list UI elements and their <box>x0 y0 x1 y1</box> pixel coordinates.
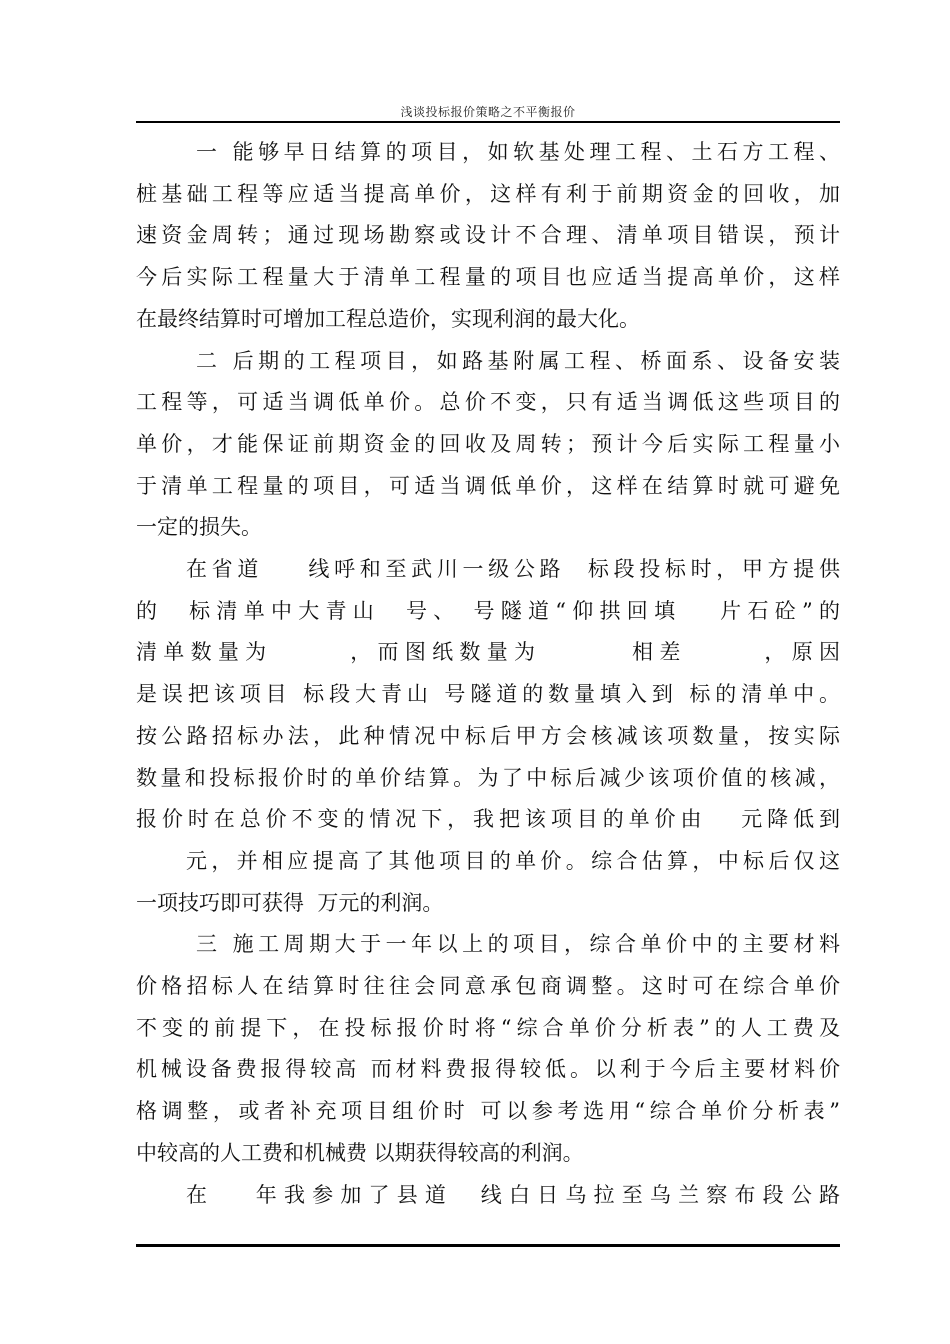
body-line: 机械设备费报得较高 而材料费报得较低。以利于今后主要材料价 <box>136 1057 840 1082</box>
body-line: 中较高的人工费和机械费 以期获得较高的利润。 <box>136 1140 584 1165</box>
body-line: 速资金周转；通过现场勘察或设计不合理、清单项目错误，预计 <box>136 223 840 248</box>
body-line: 元，并相应提高了其他项目的单价。综合估算，中标后仅这 <box>186 848 840 873</box>
body-line: 数量和投标报价时的单价结算。为了中标后减少该项价值的核减， <box>136 765 840 790</box>
body-line: 价格招标人在结算时往往会同意承包商调整。这时可在综合单价 <box>136 974 840 998</box>
body-line: 工程等，可适当调低单价。总价不变，只有适当调低这些项目的 <box>136 390 840 415</box>
body-line: 在最终结算时可增加工程总造价，实现利润的最大化。 <box>136 306 640 331</box>
body-line: 格调整，或者补充项目组价时 可以参考选用“综合单价分析表” <box>136 1099 840 1124</box>
body-line: 是误把该项目 标段大青山 号隧道的数量填入到 标的清单中。 <box>136 682 840 707</box>
body-line: 一项技巧即可获得 万元的利润。 <box>136 890 444 915</box>
body-line: 报价时在总价不变的情况下，我把该项目的单价由 元降低到 <box>136 807 840 832</box>
body-line: 桩基础工程等应适当提高单价，这样有利于前期资金的回收，加 <box>136 181 840 206</box>
body-line: 一定的损失。 <box>136 515 262 540</box>
header-rule <box>136 121 840 123</box>
footer-rule <box>136 1244 840 1247</box>
body-line: 二 后期的工程项目，如路基附属工程、桥面系、设备安装 <box>196 348 840 373</box>
body-line: 一 能够早日结算的项目，如软基处理工程、土石方工程、 <box>196 140 840 164</box>
body-line: 三 施工周期大于一年以上的项目，综合单价中的主要材料 <box>196 932 840 957</box>
body-line: 于清单工程量的项目，可适当调低单价，这样在结算时就可避免 <box>136 473 840 498</box>
body-line: 在 年我参加了县道 线白日乌拉至乌兰察布段公路 <box>186 1182 840 1207</box>
body-line: 不变的前提下，在投标报价时将“综合单价分析表”的人工费及 <box>136 1015 840 1040</box>
running-header-title: 浅谈投标报价策略之不平衡报价 <box>400 105 576 119</box>
body-line: 今后实际工程量大于清单工程量的项目也应适当提高单价，这样 <box>136 265 840 290</box>
body-line: 在省道 线呼和至武川一级公路 标段投标时，甲方提供 <box>186 557 840 581</box>
body-line: 清单数量为 ，而图纸数量为 相差 ，原因 <box>136 640 840 665</box>
body-line: 按公路招标办法，此种情况中标后甲方会核减该项数量，按实际 <box>136 723 840 748</box>
body-line: 单价，才能保证前期资金的回收及周转；预计今后实际工程量小 <box>136 431 840 456</box>
body-line: 的 标清单中大青山 号、 号隧道“仰拱回填 片石砼”的 <box>136 598 840 623</box>
